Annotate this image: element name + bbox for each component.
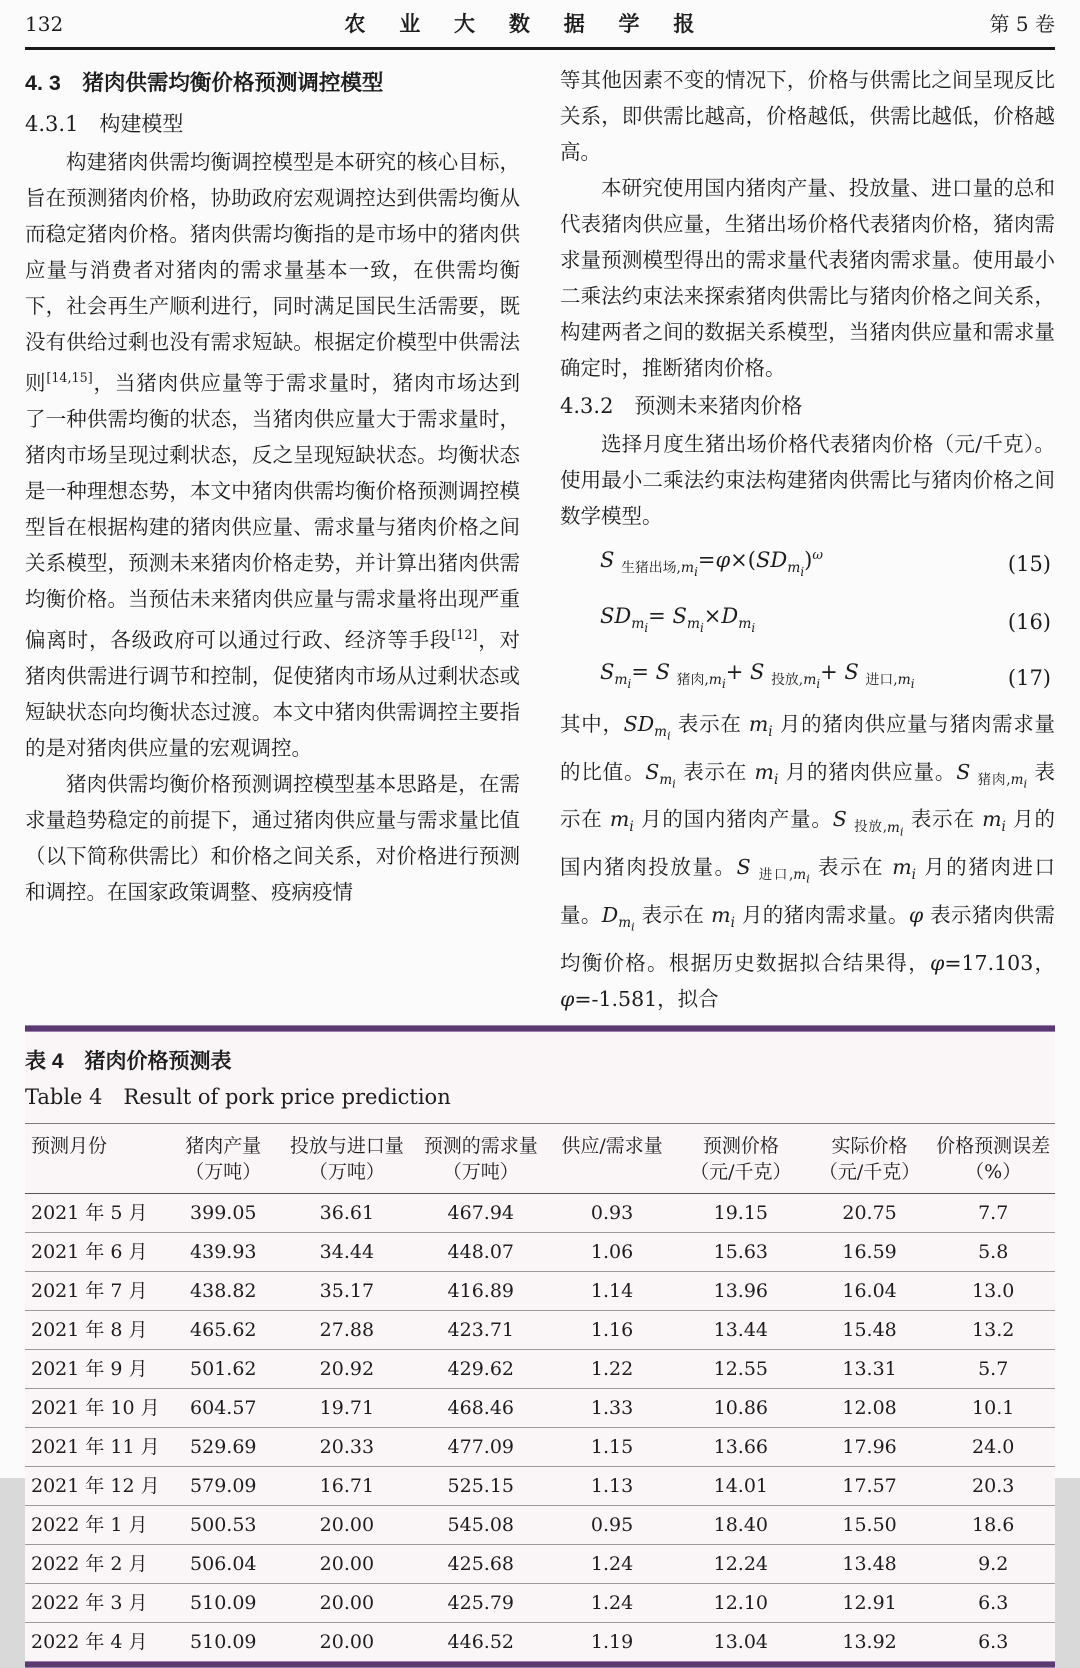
paragraph: 等其他因素不变的情况下，价格与供需比之间呈现反比关系，即供需比越高，价格越低，供需比越低，价格越高。 — [560, 68, 1055, 164]
table-row — [25, 1193, 1055, 1232]
table-cell: 604.57 — [164, 1388, 282, 1427]
table-cell: 27.88 — [282, 1310, 411, 1349]
table-row — [25, 1388, 1055, 1427]
header-rule-divider — [25, 47, 1055, 50]
table-cell: 20.00 — [282, 1505, 411, 1544]
table-cell: 5.8 — [931, 1232, 1055, 1271]
table-caption-en: Table 4 Result of pork price prediction — [25, 1084, 451, 1109]
table-cell: 34.44 — [282, 1232, 411, 1271]
table-row — [25, 1544, 1055, 1583]
table-cell: 2021 年 8 月 — [25, 1310, 164, 1349]
column-header: 实际价格 — [831, 1134, 908, 1157]
column-unit — [25, 1159, 164, 1194]
table-cell: 2021 年 6 月 — [25, 1232, 164, 1271]
table-header-units — [25, 1159, 1055, 1194]
table-cell: 1.13 — [550, 1466, 674, 1505]
table-cell: 477.09 — [411, 1427, 550, 1466]
table-cell: 1.19 — [590, 1630, 634, 1653]
table-cell: 446.52 — [447, 1630, 514, 1653]
volume-label: 第 5 卷 — [989, 12, 1055, 36]
table-top-bar-divider — [25, 1025, 1055, 1032]
formula-number: (16) — [1007, 609, 1051, 634]
table-cell: 399.05 — [164, 1193, 282, 1232]
formula-number: (17) — [1007, 665, 1051, 690]
column-unit — [550, 1159, 674, 1194]
table-cell: 1.06 — [550, 1232, 674, 1271]
table-row — [25, 1466, 1055, 1505]
column-header: 预测的需求量 — [423, 1134, 538, 1157]
table-cell: 2022 年 2 月 — [25, 1544, 164, 1583]
table-cell: 2021 年 11 月 — [25, 1427, 164, 1466]
table-cell: 425.68 — [411, 1544, 550, 1583]
table-cell: 2022 年 3 月 — [25, 1583, 164, 1622]
table-cell: 20.75 — [808, 1193, 932, 1232]
column-header: 投放与进口量 — [289, 1134, 404, 1157]
table-cell: 35.17 — [282, 1271, 411, 1310]
table-row — [25, 1427, 1055, 1466]
table-row — [25, 1505, 1055, 1544]
table-cell: 16.04 — [808, 1271, 932, 1310]
table-cell: 13.44 — [674, 1310, 808, 1349]
table-cell: 529.69 — [164, 1427, 282, 1466]
table-cell: 7.7 — [931, 1193, 1055, 1232]
table-cell: 1.24 — [550, 1544, 674, 1583]
table-cell: 18.6 — [931, 1505, 1055, 1544]
table-row — [25, 1622, 1055, 1661]
table-cell: 2022 年 4 月 — [31, 1630, 148, 1653]
table-cell: 13.2 — [931, 1310, 1055, 1349]
table-cell: 12.24 — [674, 1544, 808, 1583]
table-body — [25, 1193, 1055, 1661]
table-row — [25, 1271, 1055, 1310]
page-number: 132 — [25, 12, 64, 36]
table-cell: 9.2 — [931, 1544, 1055, 1583]
table-cell: 579.09 — [164, 1466, 282, 1505]
column-header: 价格预测误差 — [936, 1134, 1051, 1157]
table-cell: 13.66 — [674, 1427, 808, 1466]
journal-title: 农 业 大 数 据 学 报 — [344, 13, 709, 36]
table-cell: 10.86 — [674, 1388, 808, 1427]
table-cell: 2021 年 5 月 — [25, 1193, 164, 1232]
subsection-heading-4-3-1: 4.3.1 构建模型 — [25, 112, 184, 136]
table-cell: 1.14 — [550, 1271, 674, 1310]
formula-number: (15) — [1007, 551, 1051, 576]
table-cell: 425.79 — [411, 1583, 550, 1622]
table-cell: 2021 年 7 月 — [25, 1271, 164, 1310]
column-unit: （%） — [965, 1160, 1022, 1183]
table-cell: 2021 年 10 月 — [25, 1388, 164, 1427]
table-cell: 12.55 — [674, 1349, 808, 1388]
body-columns — [25, 62, 1055, 1017]
formula-17 — [560, 650, 1055, 706]
table-cell: 19.71 — [282, 1388, 411, 1427]
pork-price-prediction-table — [25, 1123, 1055, 1661]
table-row — [25, 1349, 1055, 1388]
table-cell: 1.24 — [550, 1583, 674, 1622]
table-cell: 12.10 — [674, 1583, 808, 1622]
table-cell: 468.46 — [411, 1388, 550, 1427]
table-cell: 448.07 — [411, 1232, 550, 1271]
table-cell: 15.48 — [808, 1310, 932, 1349]
table-cell: 20.00 — [319, 1630, 375, 1653]
table-cell: 500.53 — [164, 1505, 282, 1544]
table-cell: 20.00 — [282, 1544, 411, 1583]
running-head — [25, 8, 1055, 44]
table-cell: 20.92 — [282, 1349, 411, 1388]
table-cell: 423.71 — [411, 1310, 550, 1349]
table-cell: 2022 年 1 月 — [25, 1505, 164, 1544]
table-cell: 20.00 — [282, 1583, 411, 1622]
column-header: 供应/需求量 — [561, 1134, 663, 1157]
paragraph: 构建猪肉供需均衡调控模型是本研究的核心目标，旨在预测猪肉价格，协助政府宏观调控达到供需均衡从而稳定猪肉价格。猪肉供需均衡指的是市场中的猪肉供应量与消费者对猪肉的需求量基本一致，在供需均衡下，社会再生产顺利进行，同时满足国民生活需要，既没有供给过剩也没有需求短缺。根据定价模型中供需法则[14,15]，当猪肉供应量等于需求量时，猪肉市场达到了一种供需均衡的状态，当猪肉供应量大于需求量时，猪肉市场呈现过剩状态，反之呈现短缺状态。均衡状态是一种理想态势，本文中猪肉供需均衡价格预测调控模型旨在根据构建的猪肉供应量、需求量与猪肉价格之间关系模型，预测未来猪肉价格走势，并计算出猪肉供需均衡价格。当预估未来猪肉供应量与需求量将出现严重偏离时，各级政府可以通过行政、经济等手段[12]，对猪肉供需进行调节和控制，促使猪肉市场从过剩状态或短缺状态向均衡状态过渡。本文中猪肉供需调控主要指的是对猪肉供应量的宏观调控。 — [25, 150, 521, 760]
table-cell: 17.96 — [808, 1427, 932, 1466]
table-cell: 1.15 — [550, 1427, 674, 1466]
table-cell: 17.57 — [808, 1466, 932, 1505]
table-cell: 14.01 — [674, 1466, 808, 1505]
formula-16 — [560, 594, 1055, 650]
paragraph: 猪肉供需均衡价格预测调控模型基本思路是，在需求量趋势稳定的前提下，通过猪肉供应量与需求量比值（以下简称供需比）和价格之间关系，对价格进行预测和调控。在国家政策调整、疫病疫情 — [25, 771, 520, 904]
table-row — [25, 1310, 1055, 1349]
table-cell: 1.33 — [550, 1388, 674, 1427]
paragraph: 选择月度生猪出场价格代表猪肉价格（元/千克）。使用最小二乘法约束法构建猪肉供需比与猪肉价格之间数学模型。 — [560, 432, 1055, 528]
column-header: 预测月份 — [31, 1134, 108, 1157]
table-section — [25, 1025, 1055, 1668]
table-header-labels — [25, 1123, 1055, 1159]
table-cell: 506.04 — [164, 1544, 282, 1583]
formula-body: $SD_{m_i}= S_{m_i}\times D_{m_i}$ — [600, 603, 756, 635]
table-cell: 18.40 — [674, 1505, 808, 1544]
table-bottom-bar-divider — [25, 1661, 1055, 1668]
column-unit: （万吨） — [442, 1160, 519, 1183]
table-header — [25, 1123, 1055, 1193]
table-cell: 13.04 — [713, 1630, 769, 1653]
table-cell: 24.0 — [931, 1427, 1055, 1466]
column-unit: （元/千克） — [818, 1160, 921, 1183]
table-cell: 6.3 — [978, 1630, 1009, 1653]
table-cell: 439.93 — [164, 1232, 282, 1271]
table-cell: 15.50 — [808, 1505, 932, 1544]
column-header: 预测价格 — [702, 1134, 779, 1157]
column-unit: （万吨） — [185, 1160, 262, 1183]
table-cell: 467.94 — [411, 1193, 550, 1232]
section-heading-4-3: 4. 3 猪肉供需均衡价格预测调控模型 — [25, 71, 384, 95]
table-cell: 5.7 — [931, 1349, 1055, 1388]
table-caption-zh: 表 4 猪肉价格预测表 — [25, 1049, 232, 1073]
table-cell: 19.15 — [674, 1193, 808, 1232]
table-cell: 36.61 — [282, 1193, 411, 1232]
table-cell: 429.62 — [411, 1349, 550, 1388]
column-unit: （元/千克） — [690, 1160, 792, 1183]
subsection-heading-4-3-2: 4.3.2 预测未来猪肉价格 — [560, 394, 803, 418]
table-cell: 465.62 — [164, 1310, 282, 1349]
table-cell: 16.59 — [808, 1232, 932, 1271]
table-cell: 510.09 — [190, 1630, 257, 1653]
table-cell: 13.96 — [674, 1271, 808, 1310]
table-cell: 525.15 — [411, 1466, 550, 1505]
column-unit: （万吨） — [308, 1160, 385, 1183]
table-cell: 0.95 — [550, 1505, 674, 1544]
paragraph: 其中，$SD_{m_i}$ 表示在 $m_i$ 月的猪肉供应量与猪肉需求量的比值。$S_{m_i}$ 表示在 $m_i$ 月的猪肉供应量。S $_{猪肉,m_i}$ 表示在 $m_i$ 月的国内猪肉产量。S $_{投放,m_i}$ 表示在 $m_i$ 月的国内猪肉投放量。S $_{进口,m_i}$ 表示在 $m_i$ 月的猪肉进口量。$D_{m_i}$ 表示在 $m_i$ 月的猪肉需求量。φ 表示猪肉供需均衡价格。根据历史数据拟合结果得，φ=17.103，φ=-1.581，拟合 — [560, 711, 1056, 1011]
table-cell: 20.3 — [931, 1466, 1055, 1505]
table-cell: 545.08 — [411, 1505, 550, 1544]
table-cell: 13.48 — [808, 1544, 932, 1583]
table-cell: 416.89 — [411, 1271, 550, 1310]
table-cell: 20.33 — [282, 1427, 411, 1466]
formula-15 — [560, 534, 1055, 594]
table-cell: 10.1 — [931, 1388, 1055, 1427]
formula-body: S $_{生猪出场,m_i}=\varphi\times(SD_{m_i})^\omega$ — [600, 548, 823, 579]
table-cell: 12.08 — [808, 1388, 932, 1427]
table-cell: 15.63 — [674, 1232, 808, 1271]
table-cell: 13.92 — [842, 1630, 897, 1653]
table-cell: 438.82 — [164, 1271, 282, 1310]
table-cell: 2021 年 12 月 — [25, 1466, 164, 1505]
table-cell: 2021 年 9 月 — [25, 1349, 164, 1388]
table-row — [25, 1232, 1055, 1271]
table-cell: 1.22 — [550, 1349, 674, 1388]
table-cell: 12.91 — [808, 1583, 932, 1622]
left-column — [25, 62, 520, 1017]
column-header: 猪肉产量 — [185, 1134, 262, 1157]
paragraph: 本研究使用国内猪肉产量、投放量、进口量的总和代表猪肉供应量，生猪出场价格代表猪肉价格，猪肉需求量预测模型得出的需求量代表猪肉需求量。使用最小二乘法约束法来探索猪肉供需比与猪肉价格之间关系，构建两者之间的数据关系模型，当猪肉供应量和需求量确定时，推断猪肉价格。 — [560, 176, 1055, 380]
table-cell: 510.09 — [164, 1583, 282, 1622]
formula-body: $S_{m_i}= S$ $_{猪肉,m_i}$+ S $_{投放,m_i}$+ S $_{进口,m_i}$ — [600, 659, 915, 691]
right-column — [560, 62, 1055, 1017]
table-cell: 13.31 — [808, 1349, 932, 1388]
table-cell: 16.71 — [282, 1466, 411, 1505]
table-cell: 13.0 — [931, 1271, 1055, 1310]
table-cell: 0.93 — [550, 1193, 674, 1232]
table-row — [25, 1583, 1055, 1622]
table-cell: 6.3 — [931, 1583, 1055, 1622]
table-cell: 1.16 — [550, 1310, 674, 1349]
table-cell: 501.62 — [164, 1349, 282, 1388]
